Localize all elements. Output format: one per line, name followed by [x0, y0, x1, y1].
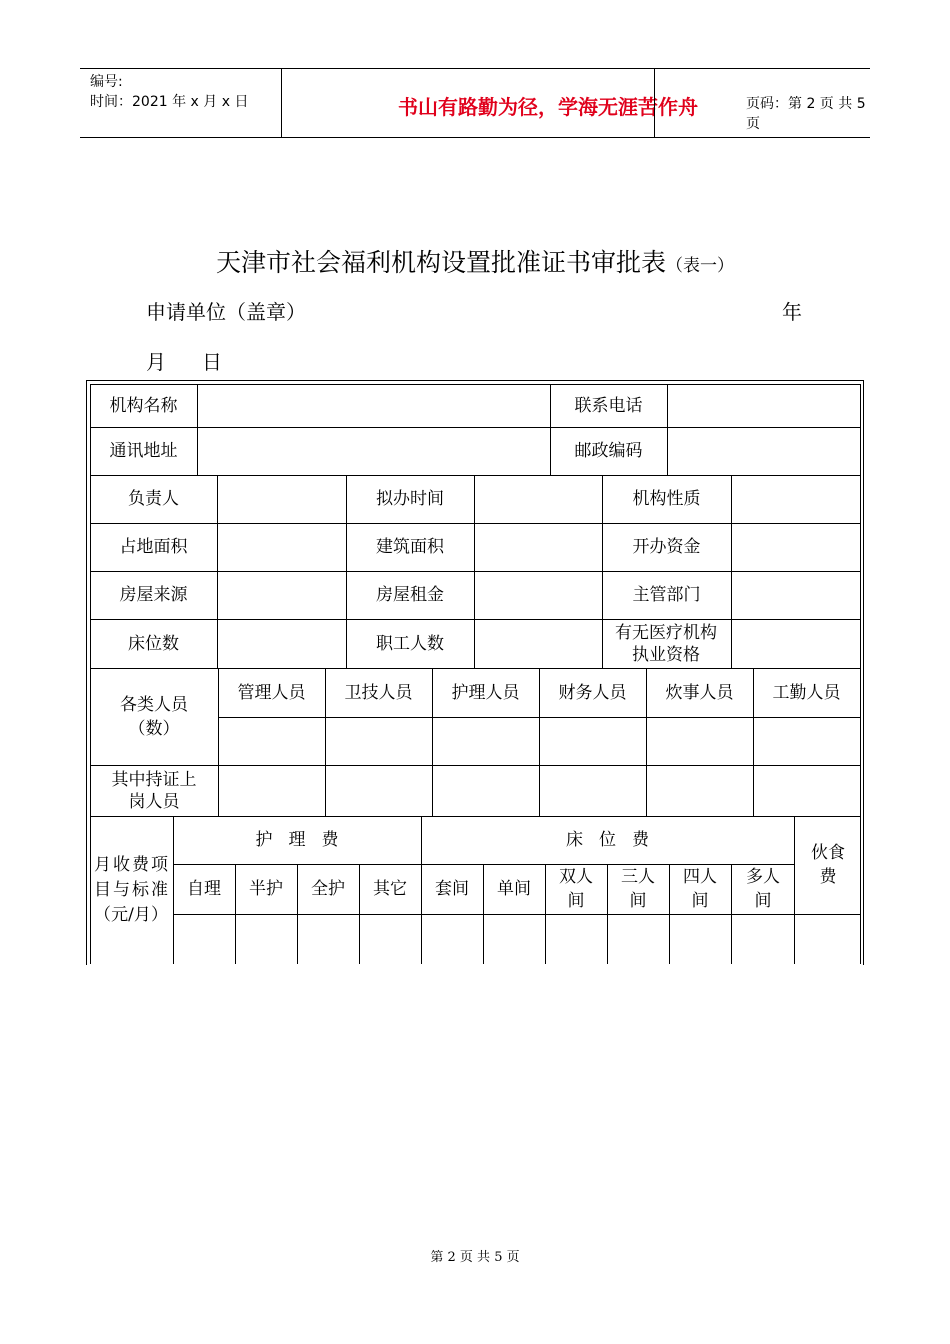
table-border: [90, 384, 861, 385]
table-border: [860, 384, 861, 964]
label-supervising-dept: 主管部门: [632, 585, 701, 605]
label-staff-count: 职工人数: [376, 633, 444, 654]
table-col-line: [607, 864, 608, 964]
label-org-name: 机构名称: [109, 395, 178, 416]
header-divider: [654, 69, 655, 137]
table-col-line: [731, 475, 732, 668]
table-row-line: [173, 914, 861, 915]
doc-date-label: 时间：2021 年 x 月 x 日: [90, 94, 249, 110]
table-col-line: [545, 864, 546, 964]
label-meal-fee: 伙食费: [811, 843, 845, 887]
table-col-line: [667, 384, 668, 475]
applicant-year: 年: [782, 300, 802, 324]
nursing-half-care: 半护: [249, 879, 283, 899]
table-col-line: [794, 816, 795, 964]
label-nursing-fee: 护理费: [255, 830, 355, 850]
table-col-line: [217, 475, 218, 668]
header-divider: [281, 69, 282, 137]
bed-suite: 套间: [435, 879, 469, 899]
form-title-suffix: （表一）: [666, 256, 734, 276]
nursing-full-care: 全护: [311, 879, 345, 899]
label-land-area: 占地面积: [119, 537, 188, 557]
label-medical-license: 有无医疗机构执业资格: [615, 622, 717, 665]
staff-type-logistics: 工勤人员: [772, 682, 841, 703]
staff-type-kitchen: 炊事人员: [665, 682, 734, 703]
applicant-unit-label: 申请单位（盖章）: [146, 300, 306, 324]
staff-type-finance: 财务人员: [558, 682, 627, 703]
label-org-nature: 机构性质: [632, 489, 701, 509]
doc-number-label: 编号:: [90, 74, 123, 90]
label-bed-count: 床位数: [128, 633, 179, 654]
label-person-in-charge: 负责人: [128, 489, 179, 509]
header-meta: [90, 72, 248, 112]
staff-type-management: 管理人员: [237, 682, 306, 703]
nursing-self-care: 自理: [187, 879, 221, 899]
nursing-other: 其它: [373, 879, 407, 899]
applicant-day: 日: [202, 350, 222, 374]
table-col-line: [474, 475, 475, 668]
table-row-line: [90, 427, 861, 428]
staff-type-medical: 卫技人员: [344, 682, 413, 703]
header-motto: 书山有路勤为径，学海无涯苦作舟: [398, 95, 698, 119]
label-housing-source: 房屋来源: [119, 585, 188, 605]
label-planned-date: 拟办时间: [376, 489, 444, 509]
label-housing-rent: 房屋租金: [376, 585, 444, 605]
label-monthly-fees: 月收费项目与标准（元/月）: [94, 854, 168, 925]
bed-quad: 四人间: [683, 867, 717, 911]
label-bed-fee: 床位费: [566, 830, 665, 850]
table-col-line: [669, 864, 670, 964]
label-phone: 联系电话: [574, 395, 643, 416]
label-startup-funds: 开办资金: [632, 537, 701, 557]
header-page-info: 页码：第 2 页 共 5 页: [746, 96, 866, 132]
staff-type-nursing: 护理人员: [451, 682, 520, 703]
bed-triple: 三人间: [621, 867, 655, 911]
form-title: [0, 243, 950, 279]
label-postcode: 邮政编码: [574, 441, 643, 461]
bed-single: 单间: [497, 879, 531, 899]
table-col-line: [197, 384, 198, 475]
label-certified-staff: 其中持证上岗人员: [111, 769, 197, 812]
label-building-area: 建筑面积: [376, 537, 444, 557]
form-title-main: 天津市社会福利机构设置批准证书审批表: [215, 248, 666, 277]
table-col-line: [731, 864, 732, 964]
bed-multi: 多人间: [746, 867, 780, 911]
page-header: [80, 68, 870, 138]
label-address: 通讯地址: [109, 441, 178, 461]
applicant-month: 月: [146, 350, 166, 374]
page-footer: 第 2 页 共 5 页: [430, 1250, 520, 1265]
label-staff-categories: 各类人员（数）: [120, 694, 188, 739]
table-row-line: [90, 765, 861, 766]
bed-double: 双人间: [559, 867, 593, 911]
